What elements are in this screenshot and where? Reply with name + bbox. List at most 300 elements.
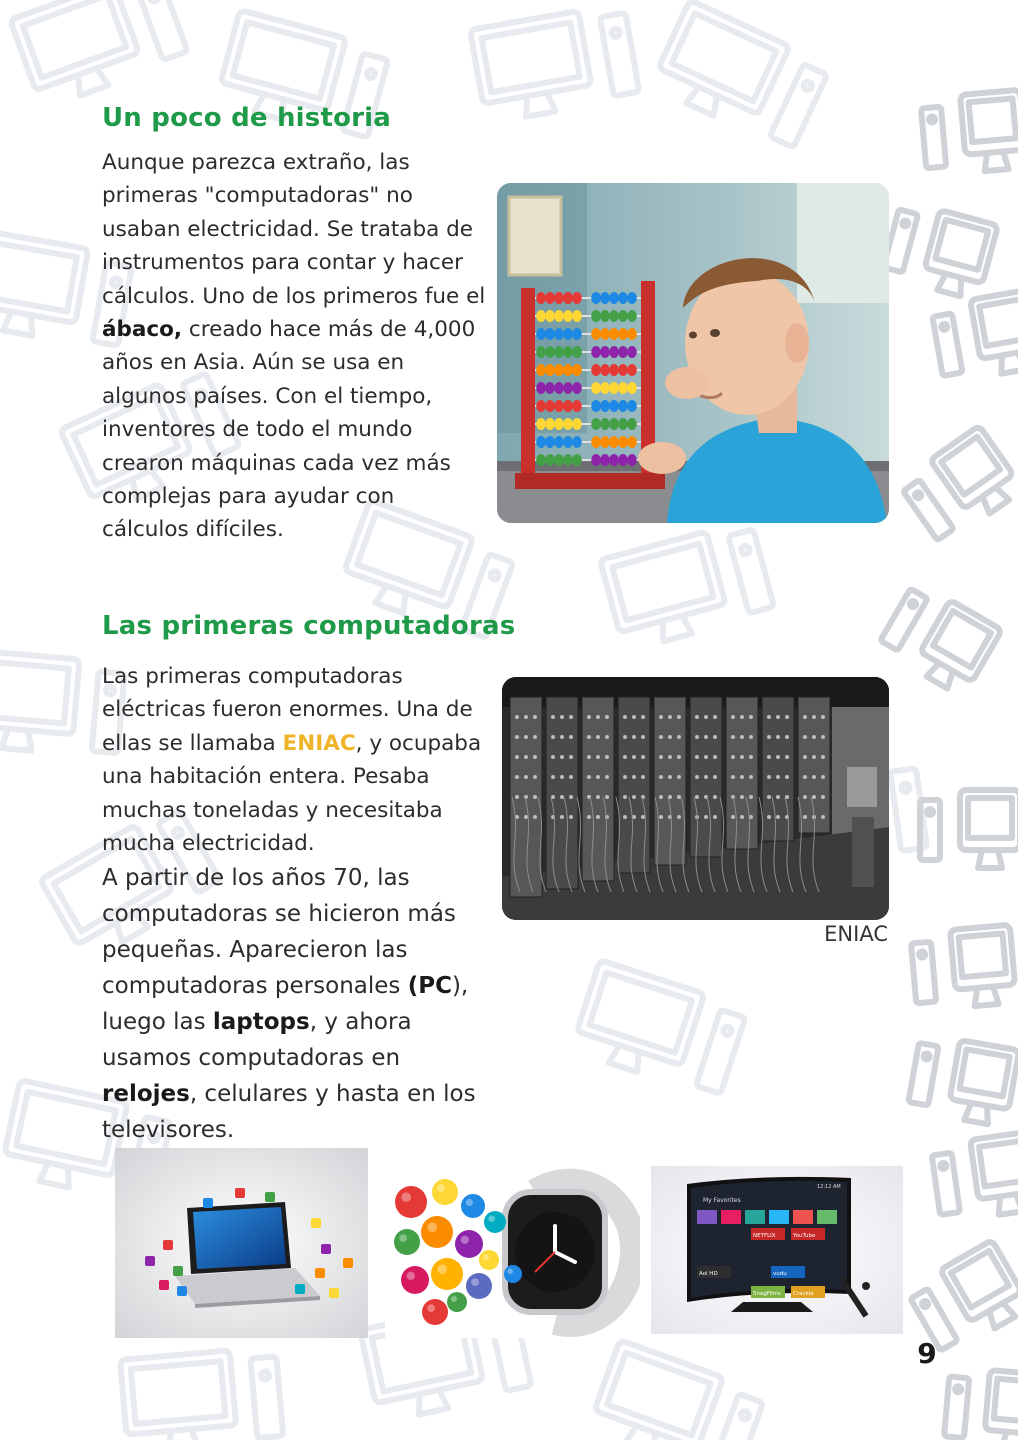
abacus-bead [591, 346, 601, 358]
abacus-bead [600, 310, 610, 322]
eniac-dial [821, 755, 825, 759]
abacus-bead [591, 382, 601, 394]
abacus-bead [600, 328, 610, 340]
tv-tile [745, 1210, 765, 1224]
eniac-dial [767, 715, 771, 719]
eniac-dial [632, 775, 636, 779]
bold-term: ábaco, [102, 317, 183, 343]
eniac-dial [569, 775, 573, 779]
abacus-bead [554, 454, 564, 466]
abacus-bead [554, 436, 564, 448]
abacus-bead [572, 364, 582, 376]
abacus-bead [627, 292, 637, 304]
bubble-shine [466, 1199, 473, 1206]
eniac-dial [776, 815, 780, 819]
abacus-bead [563, 346, 573, 358]
abacus-bead [591, 418, 601, 430]
abacus-bead [572, 382, 582, 394]
abacus-bead [627, 436, 637, 448]
eniac-dial [596, 795, 600, 799]
abacus-bead [554, 346, 564, 358]
bubble-shine [471, 1278, 479, 1286]
abacus-bead [591, 400, 601, 412]
abacus-bead [545, 418, 555, 430]
abacus-bead [536, 454, 546, 466]
eniac-dial [641, 735, 645, 739]
text-run: ), luego las [102, 973, 469, 1035]
eniac-dial [749, 775, 753, 779]
eniac-dial [587, 755, 591, 759]
abacus-bead [618, 454, 628, 466]
tv-tile [721, 1210, 741, 1224]
abacus-bead [618, 400, 628, 412]
eniac-dial [803, 795, 807, 799]
eniac-dial [821, 775, 825, 779]
eniac-dial [560, 755, 564, 759]
abacus-bead [545, 454, 555, 466]
eniac-dial [677, 735, 681, 739]
abacus-bead [600, 400, 610, 412]
eniac-dial [551, 735, 555, 739]
app-bubble [461, 1194, 485, 1218]
eniac-dial [713, 775, 717, 779]
eniac-dial [659, 755, 663, 759]
eniac-dial [668, 775, 672, 779]
abacus-bead [536, 382, 546, 394]
eniac-dial [731, 815, 735, 819]
abacus-bead [545, 328, 555, 340]
abacus-bead [618, 364, 628, 376]
eniac-dial [776, 775, 780, 779]
abacus-bead [609, 454, 619, 466]
abacus-bead [554, 382, 564, 394]
eniac-dial [677, 815, 681, 819]
eniac-dial [659, 815, 663, 819]
tv-header: My Favorites [703, 1197, 741, 1204]
history-paragraph [102, 146, 487, 547]
eniac-dial [785, 755, 789, 759]
abacus-bead [627, 382, 637, 394]
app-bubble [401, 1266, 429, 1294]
abacus-bead [609, 328, 619, 340]
eniac-dial [668, 715, 672, 719]
abacus-bead [600, 436, 610, 448]
app-icon [159, 1280, 169, 1290]
abacus-bead [572, 346, 582, 358]
eniac-dial [515, 795, 519, 799]
eniac-dial [731, 755, 735, 759]
eniac-dial [515, 735, 519, 739]
abacus-bead [554, 364, 564, 376]
eniac-dial [776, 755, 780, 759]
eniac-dial [515, 755, 519, 759]
app-bubble [455, 1230, 483, 1258]
eniac-dial [524, 715, 528, 719]
app-bubble [447, 1292, 467, 1312]
eniac-dial [695, 715, 699, 719]
eniac-dial [704, 815, 708, 819]
eniac-dial [821, 715, 825, 719]
abacus-bead [600, 418, 610, 430]
app-icon [203, 1198, 213, 1208]
bubble-shine [399, 1234, 407, 1242]
abacus-bead [618, 418, 628, 430]
eniac-dial [695, 795, 699, 799]
abacus-bead [572, 400, 582, 412]
app-icon [163, 1240, 173, 1250]
smartwatch-image [385, 1162, 640, 1338]
eniac-dial [740, 795, 744, 799]
tv-tile [817, 1210, 837, 1224]
eniac-paragraph [102, 660, 497, 860]
eniac-dial [587, 735, 591, 739]
abacus-bead [563, 328, 573, 340]
eniac-dial [641, 755, 645, 759]
abacus-bead [545, 400, 555, 412]
abacus-bead [600, 382, 610, 394]
eniac-dial [560, 775, 564, 779]
abacus-bead [554, 418, 564, 430]
abacus-bead [600, 292, 610, 304]
abacus-bead [563, 382, 573, 394]
eniac-dial [560, 815, 564, 819]
eniac-dial [623, 755, 627, 759]
eniac-dial [740, 815, 744, 819]
bubble-shine [488, 1215, 495, 1222]
eniac-dial [677, 775, 681, 779]
eniac-dial [713, 795, 717, 799]
abacus-bead [627, 346, 637, 358]
app-icon [343, 1258, 353, 1268]
eniac-dial [533, 795, 537, 799]
eniac-dial [812, 755, 816, 759]
bubble-shine [451, 1296, 457, 1302]
abacus-bead [618, 328, 628, 340]
eniac-dial [632, 735, 636, 739]
abacus-bead [591, 328, 601, 340]
abacus-bead [618, 382, 628, 394]
eniac-dial [515, 715, 519, 719]
abacus-bead [563, 418, 573, 430]
app-icon [235, 1188, 245, 1198]
abacus-bead [554, 310, 564, 322]
abacus-bead [609, 418, 619, 430]
eniac-dial [731, 775, 735, 779]
eniac-dial [596, 755, 600, 759]
eniac-dial [596, 715, 600, 719]
abacus-bead [600, 346, 610, 358]
eniac-dial [740, 755, 744, 759]
eniac-dial [776, 795, 780, 799]
eniac-dial [605, 735, 609, 739]
tv-app-label: Crackle [793, 1291, 814, 1297]
abacus-bead [609, 292, 619, 304]
abacus-bead [572, 310, 582, 322]
eniac-dial [740, 735, 744, 739]
eniac-dial [605, 715, 609, 719]
eniac-dial [623, 815, 627, 819]
eniac-dial [596, 775, 600, 779]
eniac-dial [623, 775, 627, 779]
eniac-panel [582, 697, 614, 881]
eniac-dial [749, 715, 753, 719]
abacus-bead [627, 328, 637, 340]
abacus-bead [627, 418, 637, 430]
abacus-bead [563, 436, 573, 448]
bold-term: relojes [102, 1081, 190, 1107]
bubble-shine [461, 1236, 469, 1244]
eniac-dial [551, 755, 555, 759]
abacus-bead [572, 328, 582, 340]
eniac-dial [803, 755, 807, 759]
abacus-bead [618, 310, 628, 322]
section-heading-first-computers: Las primeras computadoras [102, 611, 516, 641]
eniac-dial [767, 735, 771, 739]
eniac-dial [695, 775, 699, 779]
eniac-dial [821, 735, 825, 739]
eniac-dial [533, 755, 537, 759]
abacus-bead [545, 436, 555, 448]
eniac-dial [704, 755, 708, 759]
bubble-shine [437, 1264, 447, 1274]
text-run: Aunque parezca extraño, las primeras "computadoras" no usaban electricidad. Se trataba de instrumentos para contar y hacer cálculos. Uno de los primeros fue el [102, 150, 486, 309]
eniac-photo [502, 677, 889, 920]
abacus-bead [591, 454, 601, 466]
eniac-dial [596, 735, 600, 739]
eniac-caption: ENIAC [824, 922, 888, 946]
abacus-bead [600, 454, 610, 466]
app-bubble [395, 1186, 427, 1218]
eniac-dial [623, 735, 627, 739]
text-run: , y ocupaba una habitación entera. Pesaba muchas toneladas y necesitaba mucha electricidad. [102, 730, 482, 857]
tv-tile [769, 1210, 789, 1224]
eniac-dial [641, 715, 645, 719]
eniac-panel [654, 697, 686, 865]
bubble-shine [508, 1269, 513, 1274]
eniac-dial [641, 795, 645, 799]
eniac-dial [560, 715, 564, 719]
eniac-dial [713, 755, 717, 759]
abacus-bead [591, 364, 601, 376]
abacus-photo [497, 183, 889, 523]
tv-app-label: YouTube [793, 1233, 816, 1239]
eniac-dial [659, 715, 663, 719]
eniac-dial [524, 775, 528, 779]
eniac-dial [569, 795, 573, 799]
laptop-image [115, 1148, 368, 1338]
eniac-dial [812, 715, 816, 719]
eniac-dial [713, 815, 717, 819]
abacus-bead [536, 436, 546, 448]
abacus-bead [609, 382, 619, 394]
eniac-dial [803, 715, 807, 719]
text-run: , celulares y hasta en los televisores. [102, 1081, 476, 1143]
eniac-dial [587, 775, 591, 779]
app-bubble [422, 1299, 448, 1325]
eniac-dial [668, 755, 672, 759]
eniac-dial [659, 795, 663, 799]
text-run: creado hace más de 4,000 años en Asia. Aún se usa en algunos países. Con el tiempo, inventores de todo el mundo crearon máquinas cada vez más complejas para ayudar con cálculos difíciles. [102, 317, 476, 543]
eniac-dial [785, 775, 789, 779]
eniac-dial [569, 755, 573, 759]
app-bubble [431, 1258, 463, 1290]
eniac-dial [803, 815, 807, 819]
eniac-dial [767, 755, 771, 759]
bold-term: laptops [212, 1009, 310, 1035]
abacus-bead [536, 400, 546, 412]
eniac-dial [533, 715, 537, 719]
eniac-dial [704, 735, 708, 739]
abacus-bead [609, 364, 619, 376]
eniac-dial [731, 715, 735, 719]
eniac-dial [677, 755, 681, 759]
app-bubble [504, 1265, 522, 1283]
abacus-bead [627, 310, 637, 322]
app-icon [295, 1284, 305, 1294]
abacus-bead [563, 310, 573, 322]
abacus-bead [591, 310, 601, 322]
eniac-dial [776, 715, 780, 719]
eniac-dial [533, 735, 537, 739]
eniac-dial [659, 775, 663, 779]
app-icon [311, 1218, 321, 1228]
app-icon [145, 1256, 155, 1266]
app-icon [265, 1192, 275, 1202]
eniac-panel [618, 697, 650, 873]
eniac-dial [695, 755, 699, 759]
eniac-dial [569, 735, 573, 739]
eniac-dial [785, 735, 789, 739]
abacus-bead [563, 400, 573, 412]
bubble-shine [427, 1304, 435, 1312]
eniac-dial [785, 715, 789, 719]
smart-tv-image [651, 1166, 903, 1334]
abacus-bead [609, 310, 619, 322]
section-heading-history: Un poco de historia [102, 103, 392, 133]
app-icon [177, 1286, 187, 1296]
eniac-dial [767, 775, 771, 779]
abacus-bead [545, 346, 555, 358]
eniac-dial [749, 735, 753, 739]
eniac-dial [812, 795, 816, 799]
abacus-bead [563, 454, 573, 466]
eniac-dial [713, 715, 717, 719]
tv-clock: 12:12 AM [817, 1184, 841, 1190]
eniac-dial [812, 775, 816, 779]
bubble-shine [437, 1184, 445, 1192]
eniac-dial [704, 775, 708, 779]
eniac-dial [605, 795, 609, 799]
app-bubble [484, 1211, 506, 1233]
abacus-bead [554, 292, 564, 304]
abacus-bead [554, 400, 564, 412]
app-bubble [421, 1216, 453, 1248]
eniac-dial [767, 815, 771, 819]
eniac-dial [713, 735, 717, 739]
abacus-bead [536, 346, 546, 358]
eniac-dial [587, 715, 591, 719]
text-run: , y ahora usamos computadoras en [102, 1009, 412, 1071]
eniac-dial [632, 715, 636, 719]
eniac-dial [740, 715, 744, 719]
eniac-dial [569, 815, 573, 819]
abacus-bead [572, 418, 582, 430]
abacus-bead [545, 292, 555, 304]
abacus-bead [536, 292, 546, 304]
eniac-dial [623, 715, 627, 719]
abacus-bead [591, 292, 601, 304]
abacus-bead [627, 364, 637, 376]
abacus-bead [627, 454, 637, 466]
eniac-dial [596, 815, 600, 819]
app-bubble [479, 1250, 499, 1270]
text-run: Las primeras computadoras eléctricas fueron enormes. Una de ellas se llamaba [102, 664, 473, 756]
eniac-dial [551, 775, 555, 779]
eniac-dial [695, 735, 699, 739]
eniac-dial [803, 775, 807, 779]
eniac-dial [533, 815, 537, 819]
eniac-dial [641, 775, 645, 779]
eniac-dial [659, 735, 663, 739]
app-bubble [432, 1179, 458, 1205]
eniac-dial [677, 795, 681, 799]
eniac-dial [551, 715, 555, 719]
eniac-dial [767, 795, 771, 799]
app-bubble [394, 1229, 420, 1255]
eniac-dial [704, 715, 708, 719]
tv-app-label: vudu [773, 1271, 787, 1277]
abacus-bead [536, 364, 546, 376]
eniac-dial [632, 755, 636, 759]
app-icon [315, 1268, 325, 1278]
tv-app-label: SnagFilms [753, 1291, 781, 1297]
eniac-dial [515, 775, 519, 779]
eniac-dial [632, 795, 636, 799]
eniac-dial [749, 755, 753, 759]
bubble-shine [427, 1222, 437, 1232]
modern-computers-paragraph [102, 860, 497, 1148]
app-bubble [466, 1273, 492, 1299]
abacus-bead [618, 436, 628, 448]
bold-term: (PC [407, 973, 452, 999]
eniac-dial [605, 755, 609, 759]
abacus-bead [545, 382, 555, 394]
eniac-dial [812, 735, 816, 739]
eniac-panel [726, 697, 758, 849]
eniac-dial [623, 795, 627, 799]
bubble-shine [407, 1272, 415, 1280]
tv-tile [697, 1210, 717, 1224]
page-number: 9 [917, 1337, 937, 1370]
eniac-dial [533, 775, 537, 779]
app-icon [321, 1244, 331, 1254]
highlight-term: ENIAC [282, 730, 356, 756]
eniac-dial [821, 795, 825, 799]
abacus-bead [609, 346, 619, 358]
eniac-dial [560, 795, 564, 799]
eniac-dial [605, 775, 609, 779]
tv-tile [793, 1210, 813, 1224]
abacus-bead [545, 310, 555, 322]
eniac-dial [803, 735, 807, 739]
abacus-bead [572, 292, 582, 304]
eniac-dial [569, 715, 573, 719]
abacus-bead [609, 400, 619, 412]
abacus-bead [600, 364, 610, 376]
bubble-shine [401, 1192, 411, 1202]
tv-app-label: NETFLIX [753, 1233, 776, 1239]
abacus-bead [591, 436, 601, 448]
